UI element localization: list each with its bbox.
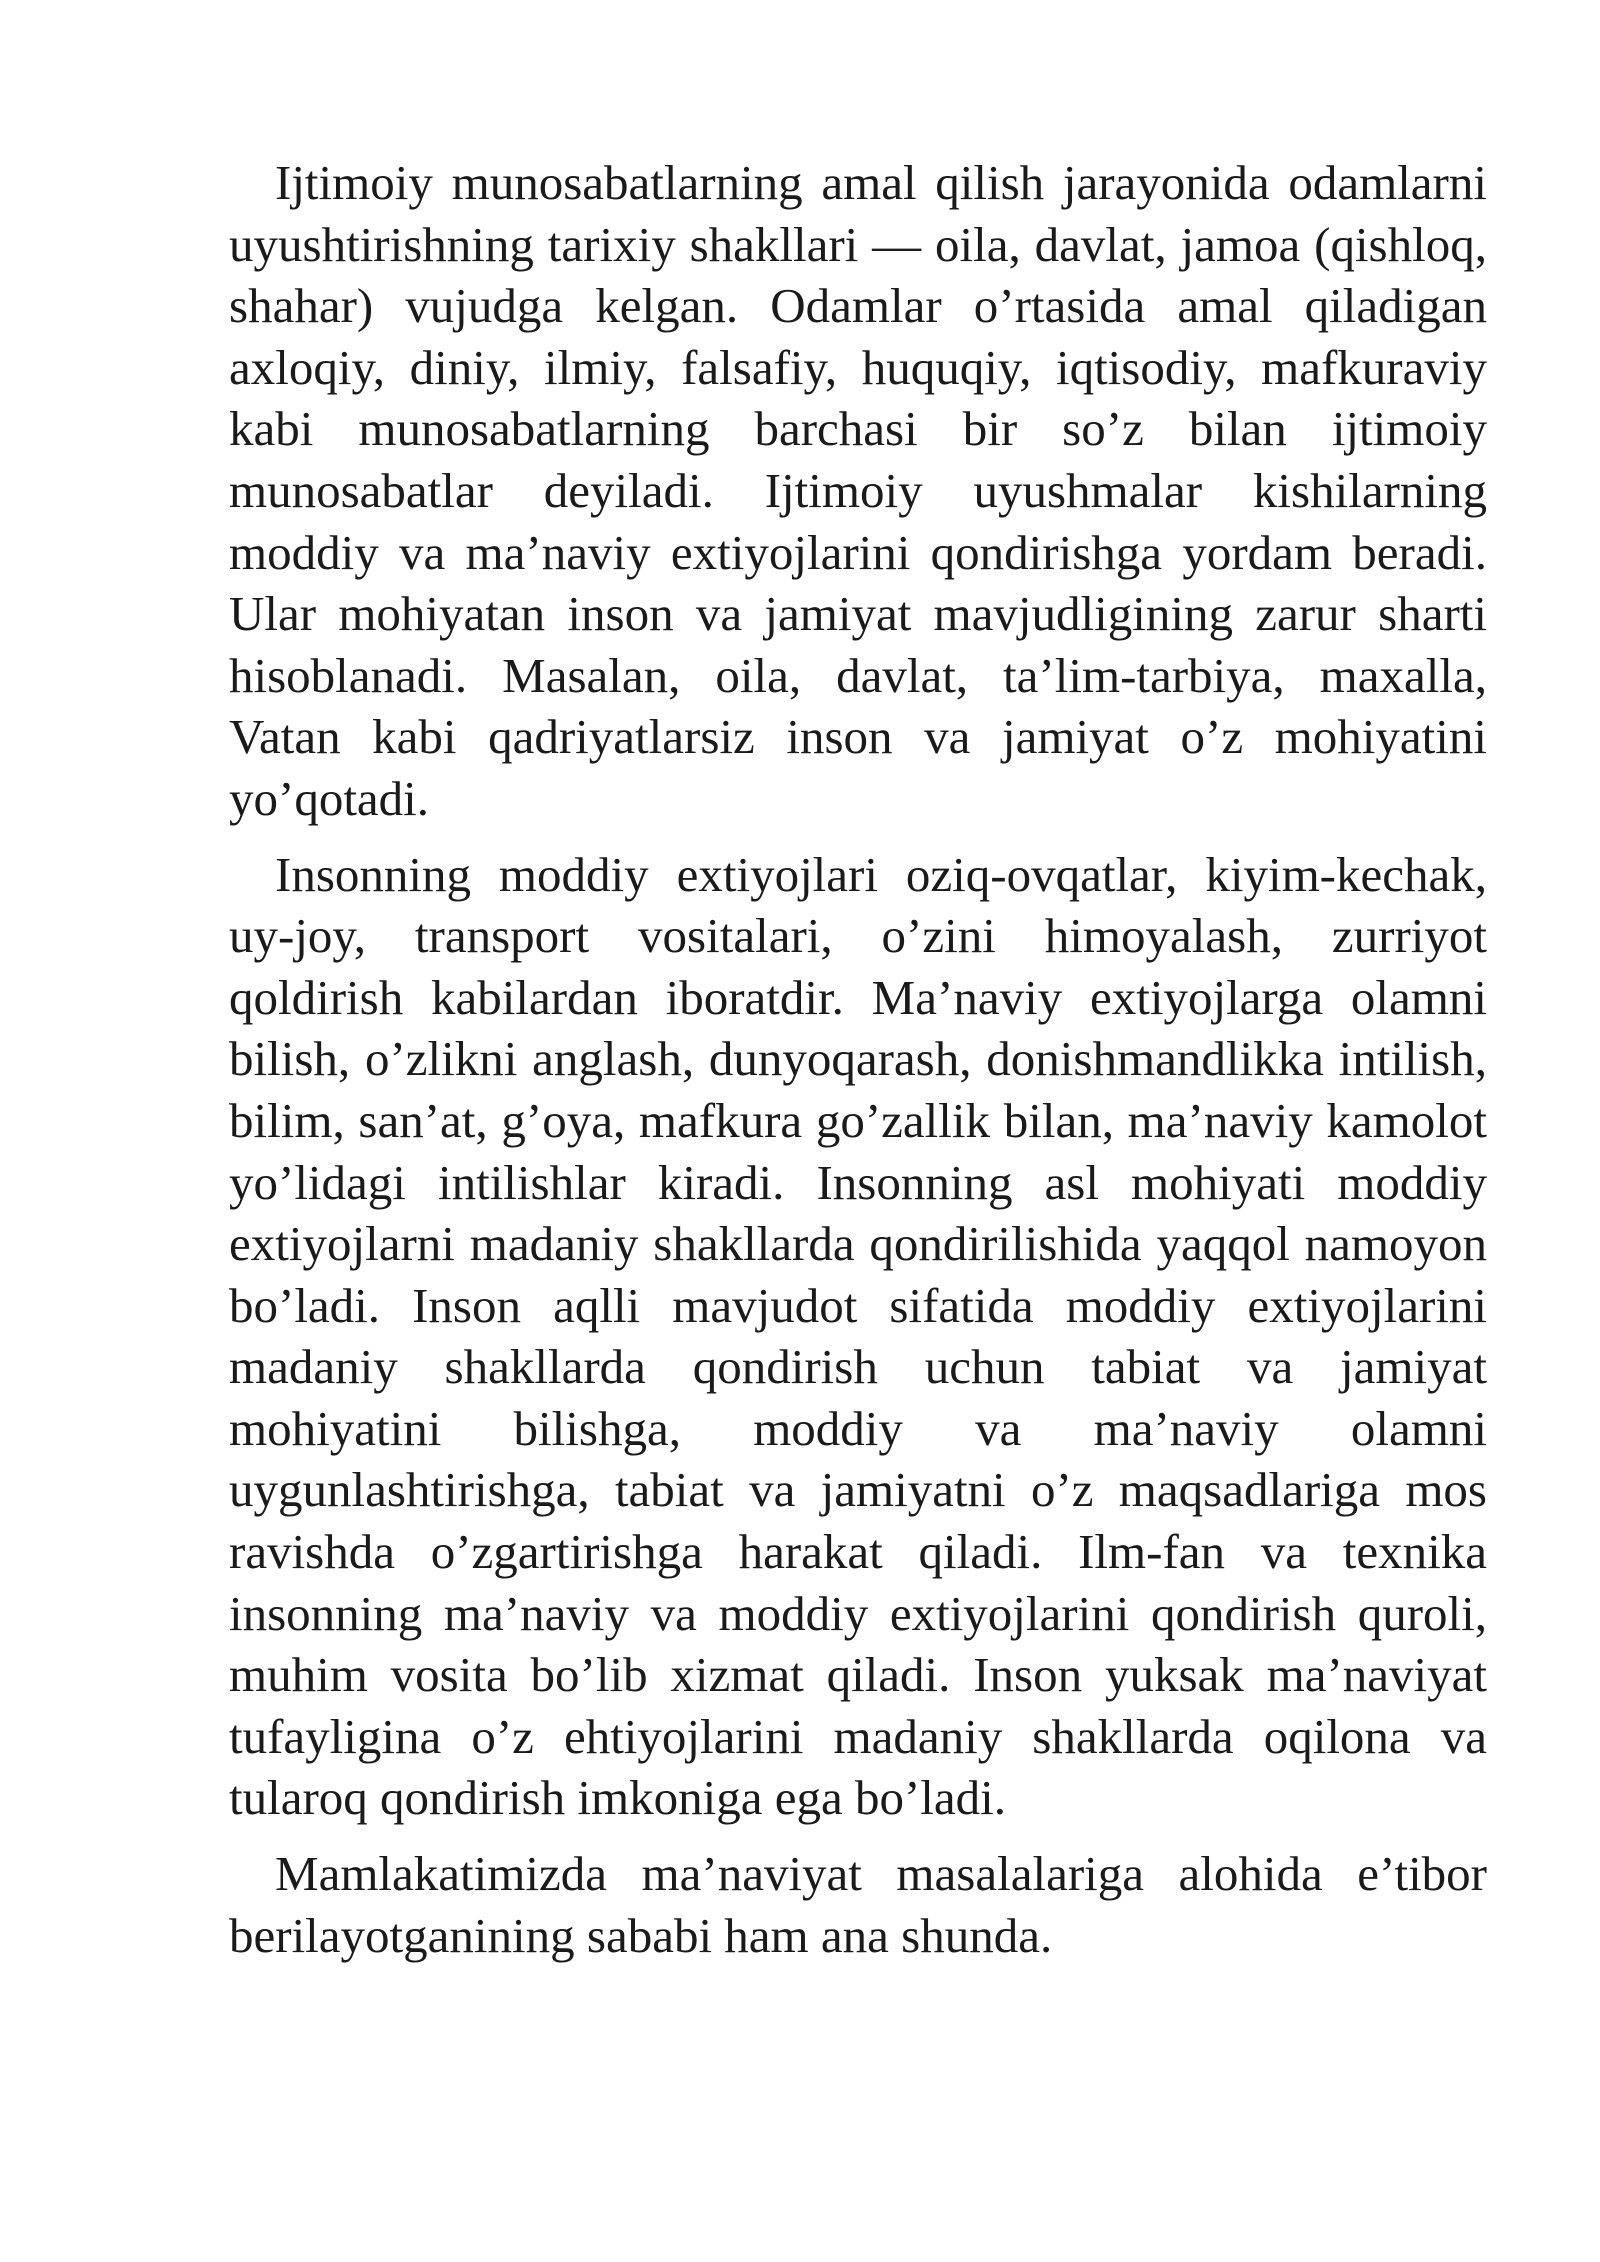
document-page (229, 152, 1487, 1966)
paragraph-social-relations: Ijtimoiy munosabatlarning amal qilish jarayonida odamlarni uyushtirishning tarixiy shakllari — oila, davlat, jamoa (qishloq, shahar) vujudga kelgan. Odamlar o’rtasida amal qiladigan axloqiy, diniy, ilmiy, falsafiy, huquqiy, iqtisodiy, mafkuraviy kabi munosabatlarning barchasi bir so’z bilan ijtimoiy munosabatlar deyiladi. Ijtimoiy uyushmalar kishilarning moddiy va ma’naviy extiyojlarini qondirishga yordam beradi. Ular mohiyatan inson va jamiyat mavjudligining zarur sharti hisoblanadi. Masalan, oila, davlat, ta’lim-tarbiya, maxalla, Vatan kabi qadriyatlarsiz inson va jamiyat o’z mohiyatini yo’qotadi. (229, 155, 1487, 826)
paragraph-spirituality: Mamlakatimizda ma’naviyat masalalariga alohida e’tibor berilayotganining sababi ham ana shunda. (229, 1846, 1487, 1963)
paragraph-human-needs: Insonning moddiy extiyojlari oziq-ovqatlar, kiyim-kechak, uy-joy, transport vositalari, o’zini himoyalash, zurriyot qoldirish kabilardan iboratdir. Ma’naviy extiyojlarga olamni bilish, o’zlikni anglash, dunyoqarash, donishmandlikka intilish, bilim, san’at, g’oya, mafkura go’zallik bilan, ma’naviy kamolot yo’lidagi intilishlar kiradi. Insonning asl mohiyati moddiy extiyojlarni madaniy shakllarda qondirilishida yaqqol namoyon bo’ladi. Inson aqlli mavjudot sifatida moddiy extiyojlarini madaniy shakllarda qondirish uchun tabiat va jamiyat mohiyatini bilishga, moddiy va ma’naviy olamni uygunlashtirishga, tabiat va jamiyatni o’z maqsadlariga mos ravishda o’zgartirishga harakat qiladi. Ilm-fan va texnika insonning ma’naviy va moddiy extiyojlarini qondirish quroli, muhim vosita bo’lib xizmat qiladi. Inson yuksak ma’naviyat tufayligina o’z ehtiyojlarini madaniy shakllarda oqilona va tularoq qondirish imkoniga ega bo’ladi. (229, 846, 1487, 1826)
